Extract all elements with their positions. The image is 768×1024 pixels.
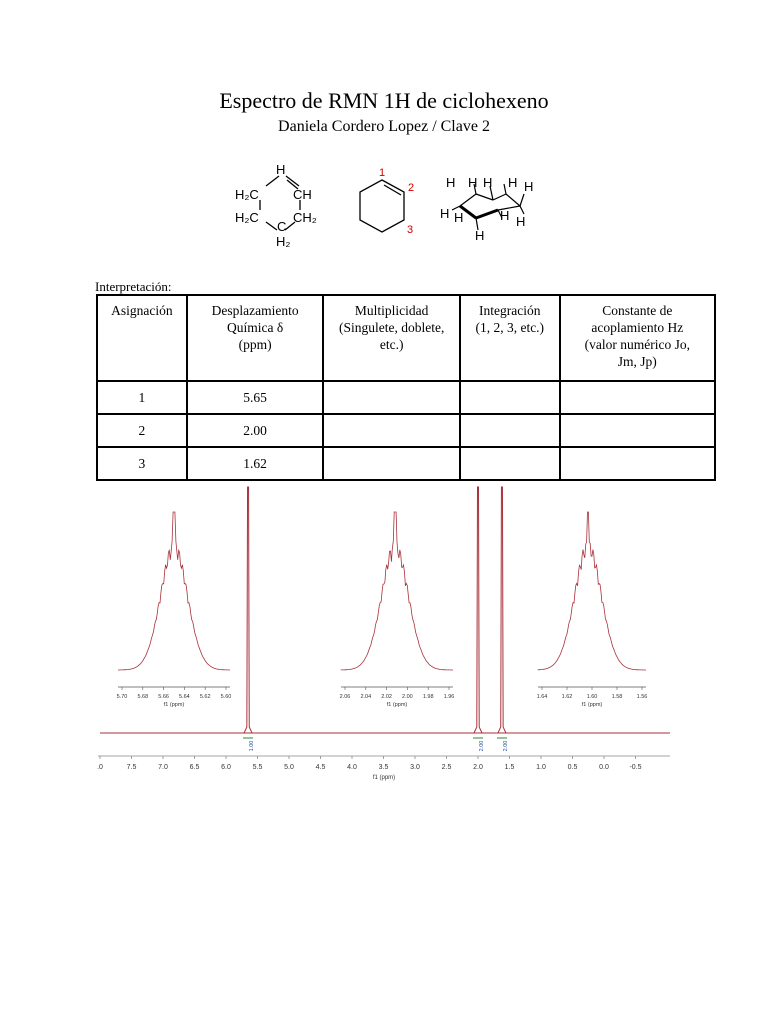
document-title: Espectro de RMN 1H de ciclohexeno — [219, 88, 549, 113]
cell-integ[interactable] — [460, 381, 560, 414]
struct3-h-5: H — [524, 179, 534, 194]
header-multiplicidad: Multiplicidad (Singulete, doblete, etc.) — [323, 295, 460, 381]
struct3-h-6: H — [440, 206, 450, 221]
inset-axis-label: f1 (ppm) — [163, 702, 185, 708]
main-axis-tick-label: 0.5 — [567, 764, 578, 771]
inset-tick-label: 1.58 — [611, 694, 623, 700]
position-2-label: 2 — [408, 182, 415, 194]
main-axis-tick-label: 7.0 — [158, 764, 168, 771]
interpretation-label: Interpretación: — [95, 279, 172, 294]
main-axis-tick-label: 4.0 — [347, 764, 357, 771]
table-header-row — [97, 295, 715, 381]
cell-const[interactable] — [560, 414, 715, 447]
assignment-table — [96, 294, 716, 481]
struct3-h-1: H — [446, 175, 456, 190]
main-axis-label: f1 (ppm) — [372, 775, 396, 781]
integral-value: 1.00 — [249, 740, 256, 752]
main-axis-tick-label: 5.0 — [284, 764, 294, 771]
inset-axis-label: f1 (ppm) — [581, 702, 603, 708]
inset-tick-label: 5.60 — [220, 694, 232, 700]
cyclohexene-skeletal-formula — [352, 165, 422, 245]
main-axis-tick-label: 0.0 — [599, 764, 609, 771]
inset-tick-label: 1.96 — [443, 694, 455, 700]
cell-mult[interactable] — [323, 414, 460, 447]
main-axis-tick-label: 3.5 — [378, 764, 389, 771]
table-row — [97, 447, 715, 480]
inset-tick-label: 1.98 — [422, 694, 434, 700]
cell-integ[interactable] — [460, 447, 560, 480]
inset-tick-label: 5.62 — [199, 694, 211, 700]
struct3-h-10: H — [475, 228, 485, 243]
struct1-ch-right: CH — [293, 187, 312, 202]
nmr-spectrum-image — [97, 487, 670, 781]
integral-value: 2.00 — [479, 740, 485, 752]
main-axis-tick-label: 1.5 — [504, 764, 515, 771]
main-axis-tick-label: 3.0 — [410, 764, 420, 771]
struct1-h2-bottom: H₂ — [276, 234, 291, 249]
header-constante: Constante de acoplamiento Hz (valor numérico Jo, Jm, Jp) — [560, 295, 715, 381]
inset-axis-label: f1 (ppm) — [386, 702, 408, 708]
main-axis-tick-label: 6.5 — [189, 764, 200, 771]
struct3-h-4: H — [508, 175, 518, 190]
header-desplazamiento: Desplazamiento Química δ (ppm) — [187, 295, 324, 381]
position-3-label: 3 — [407, 224, 414, 236]
struct3-h-2: H — [468, 175, 478, 190]
cell-assign: 1 — [97, 381, 187, 414]
inset-tick-label: 1.56 — [636, 694, 648, 700]
cell-const[interactable] — [560, 447, 715, 480]
cell-mult[interactable] — [323, 447, 460, 480]
cell-shift: 1.62 — [187, 447, 324, 480]
cell-assign: 2 — [97, 414, 187, 447]
struct1-h2c-left: H₂C — [235, 187, 259, 202]
struct1-ch2-lower: CH₂ — [293, 210, 317, 225]
main-axis-tick-label: 1.0 — [536, 764, 546, 771]
header-integracion: Integración (1, 2, 3, etc.) — [460, 295, 560, 381]
struct1-h-top: H — [276, 162, 286, 177]
inset-tick-label: 5.64 — [179, 694, 190, 700]
table-row — [97, 381, 715, 414]
integral-value: 2.00 — [502, 740, 509, 752]
struct3-h-8: H — [500, 208, 510, 223]
inset-tick-label: 5.66 — [158, 694, 169, 700]
main-axis-tick-label: 5.5 — [252, 764, 263, 771]
main-axis-tick-label: .0 — [97, 764, 103, 771]
main-axis-tick-label: 2.0 — [473, 764, 483, 771]
main-axis-tick-label: 6.0 — [221, 764, 231, 771]
cyclohexene-half-chair-formula — [438, 172, 538, 244]
struct3-h-3: H — [483, 175, 493, 190]
cell-shift: 5.65 — [187, 381, 324, 414]
inset-tick-label: 2.02 — [381, 694, 392, 700]
cell-mult[interactable] — [323, 381, 460, 414]
struct3-h-9: H — [516, 214, 526, 229]
inset-tick-label: 1.60 — [586, 694, 598, 700]
inset-tick-label: 2.04 — [360, 694, 372, 700]
cell-const[interactable] — [560, 381, 715, 414]
position-1-label: 1 — [379, 167, 386, 179]
document-subtitle: Daniela Cordero Lopez / Clave 2 — [278, 118, 490, 135]
cyclohexene-structural-formula — [230, 160, 330, 250]
inset-tick-label: 1.62 — [561, 694, 573, 700]
struct1-c-bottom: C — [277, 219, 287, 234]
inset-tick-label: 1.64 — [536, 694, 548, 700]
cell-assign: 3 — [97, 447, 187, 480]
header-asignacion: Asignación — [97, 295, 187, 381]
struct3-h-7: H — [454, 210, 464, 225]
main-axis-tick-label: -0.5 — [629, 764, 642, 771]
cell-integ[interactable] — [460, 414, 560, 447]
inset-tick-label: 2.00 — [402, 694, 413, 700]
table-row — [97, 414, 715, 447]
struct1-h2c-lower: H₂C — [235, 210, 259, 225]
inset-tick-label: 5.68 — [137, 694, 149, 700]
main-axis-tick-label: 4.5 — [315, 764, 326, 771]
inset-tick-label: 5.70 — [116, 694, 128, 700]
main-axis-tick-label: 7.5 — [126, 764, 137, 771]
main-axis-tick-label: 2.5 — [441, 764, 452, 771]
inset-tick-label: 2.06 — [339, 694, 351, 700]
cell-shift: 2.00 — [187, 414, 324, 447]
